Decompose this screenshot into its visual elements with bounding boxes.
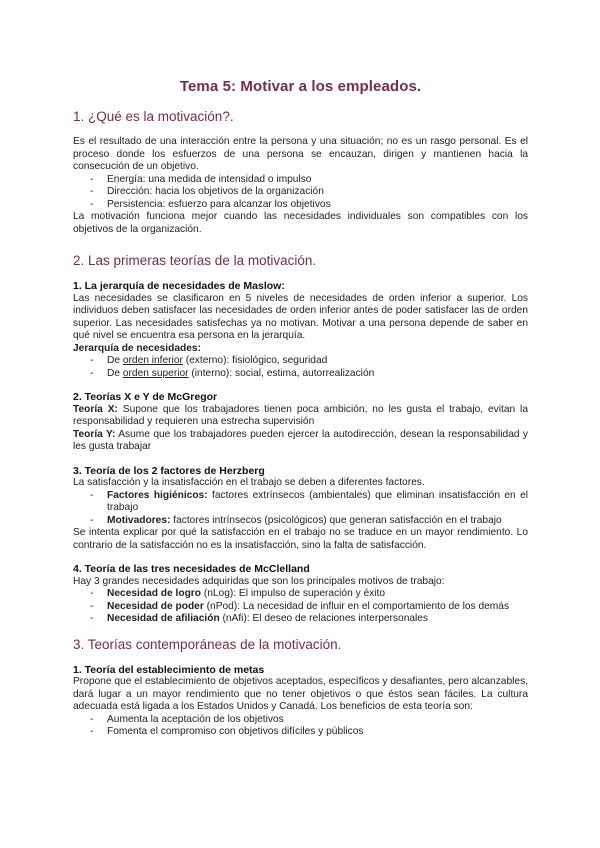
herzberg-list xyxy=(73,490,528,528)
metas-title: 1. Teoría del establecimiento de metas xyxy=(73,663,265,676)
herzberg-title: 3. Teoría de los 2 factores de Herzberg xyxy=(73,464,265,477)
section-1-heading: 1. ¿Qué es la motivación?. xyxy=(73,109,234,124)
section-3-heading: 3. Teorías contemporáneas de la motivación. xyxy=(73,636,342,652)
list-item: - Factores higiénicos: factores extrínsecos (ambientales) que eliminan insatisfacción en el trabajo xyxy=(90,489,529,513)
mcclelland-text: Hay 3 grandes necesidades adquiridas que son los principales motivos de trabajo: xyxy=(73,575,445,587)
list-item: - Fomenta el compromiso con objetivos difíciles y públicos xyxy=(90,726,364,737)
list-item: - De orden inferior (externo): fisiológico, seguridad xyxy=(90,355,328,366)
herzberg-outro: Se intenta explicar por qué la satisfacción en el trabajo no se traduce en un mayor rendimiento. Lo contrario de la satisfacción no es la insatisfacción, sino la falta de satisfacción. xyxy=(73,527,528,551)
list-item: - Necesidad de logro (nLog): El impulso de superación y éxito xyxy=(90,588,386,599)
page-title: Tema 5: Motivar a los empleados. xyxy=(179,78,422,95)
list-item: - Aumenta la aceptación de los objetivos xyxy=(90,713,284,725)
maslow-title: 1. La jerarquía de necesidades de Maslow: xyxy=(73,280,285,292)
mcclelland-block xyxy=(73,563,528,626)
mcgregor-title: 2. Teorías X e Y de McGregor xyxy=(73,391,218,403)
maslow-subtitle: Jerarquía de necesidades: xyxy=(73,342,201,354)
maslow-text: Las necesidades se clasificaron en 5 niveles de necesidades de orden inferior a superior. Los individuos deben satisfacer las necesidades de orden inferior antes de poder satisfacer las de orden superior. Las necesidades satisfechas ya no motivan. Motivar a una persona depende de saber en qué nivel se encuentra esa persona en la jerarquía. xyxy=(73,292,528,341)
s1-intro: Es el resultado de una interacción entre la persona y una situación; no es un rasgo personal. Es el proceso donde los esfuerzos de una persona se encauzan, dirigen y mantienen hacia la consecución de un objetivo. xyxy=(73,136,528,172)
list-item: - Necesidad de afiliación (nAfi): El deseo de relaciones interpersonales xyxy=(90,613,429,624)
s1-list xyxy=(73,174,528,212)
list-item: - Motivadores: factores intrínsecos (psicológicos) que generan satisfacción en el trabajo xyxy=(90,514,502,526)
mcgregor-block xyxy=(73,391,528,454)
list-item: - Energía: una medida de intensidad o impulso xyxy=(90,173,312,185)
theory-x: Teoría X: Supone que los trabajadores tienen poca ambición, no les gusta el trabajo, evitan la responsabilidad y requieren una estrecha supervisión xyxy=(73,403,528,427)
list-item: - Dirección: hacia los objetivos de la organización xyxy=(90,186,324,197)
mcclelland-title: 4. Teoría de las tres necesidades de McClelland xyxy=(73,563,310,575)
s1-outro: La motivación funciona mejor cuando las necesidades individuales son compatibles con los objetivos de la organización. xyxy=(73,211,528,235)
metas-text: Propone que el establecimiento de objetivos aceptados, específicos y desafiantes, pero alcanzables, dará lugar a un mayor rendimiento que no tener objetivos o que éstos sean fáciles. La cultura adecuada está ligada a los Estados Unidos y Canadá. Los beneficios de esta teoría son: xyxy=(73,676,528,712)
theory-y: Teoría Y: Asume que los trabajadores pueden ejercer la autodirección, desean la responsabilidad y les gusta trabajar xyxy=(73,428,528,452)
mcclelland-list xyxy=(73,588,528,626)
maslow-list xyxy=(73,355,528,380)
metas-block xyxy=(73,664,528,739)
herzberg-block xyxy=(73,465,528,553)
list-item: - Necesidad de poder (nPod): La necesidad de influir en el comportamiento de los demás xyxy=(90,600,510,612)
list-item: - De orden superior (interno): social, estima, autorrealización xyxy=(90,367,375,379)
section-2-heading: 2. Las primeras teorías de la motivación. xyxy=(73,253,317,268)
list-item: - Persistencia: esfuerzo para alcanzar los objetivos xyxy=(90,198,331,210)
document-page xyxy=(73,78,528,750)
section-1-body xyxy=(73,136,528,236)
herzberg-text: La satisfacción y la insatisfacción en el trabajo se deben a diferentes factores. xyxy=(73,477,425,488)
maslow-block xyxy=(73,280,528,380)
metas-list xyxy=(73,714,528,739)
